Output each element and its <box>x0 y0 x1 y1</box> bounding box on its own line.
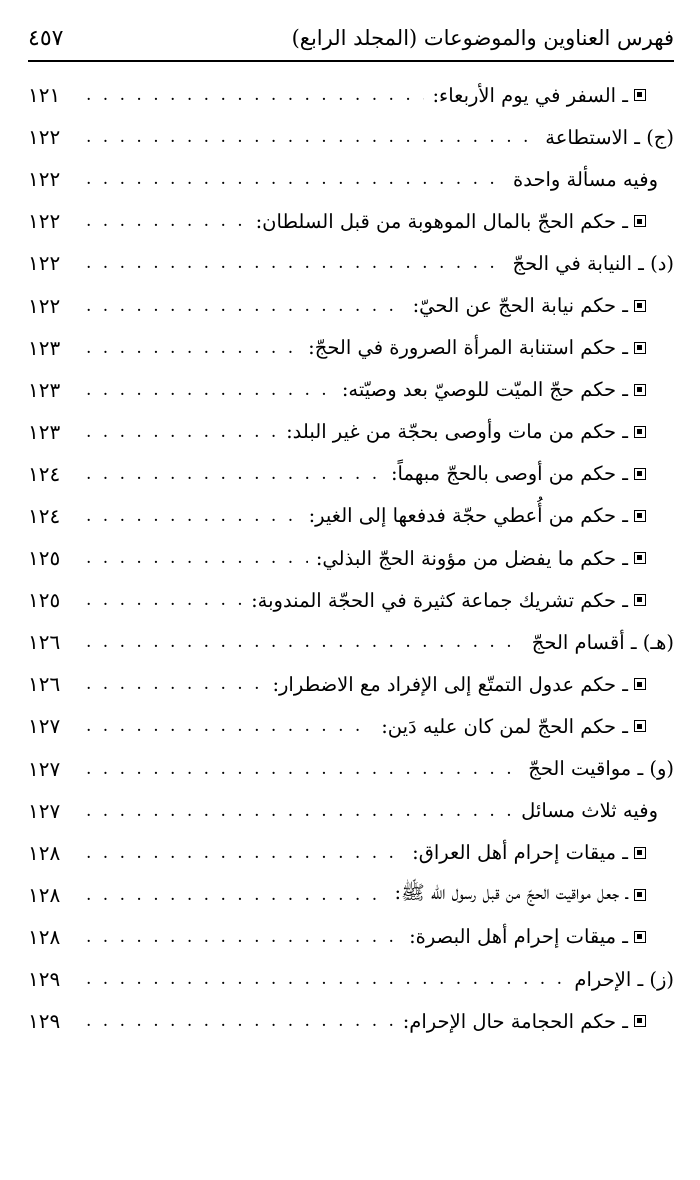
toc-entry-page: ١٢٢ <box>28 251 61 276</box>
bullet-square-icon <box>634 931 646 943</box>
dot-leader <box>86 759 520 779</box>
dot-leader <box>86 590 243 610</box>
toc-entry-title: ـ حكم الحجّ بالمال الموهوبة من قبل السلطان: <box>255 209 628 233</box>
toc-entry <box>28 790 674 832</box>
toc-entry-page: ١٢٨ <box>28 882 61 907</box>
toc-entry-title: ـ حكم عدول التمتّع إلى الإفراد مع الاضطرار: <box>272 672 628 696</box>
dot-leader <box>86 380 334 400</box>
toc-entry-page: ١٢٧ <box>28 798 61 823</box>
toc-entry-title: (ج) ـ الاستطاعة <box>545 125 674 149</box>
toc-entry-title: وفيه مسألة واحدة <box>513 167 658 191</box>
toc-entry-title: ـ حكم حجّ الميّت للوصيّ بعد وصيّته: <box>341 378 628 402</box>
dot-leader <box>86 211 248 231</box>
toc-entry <box>28 327 674 369</box>
toc-entry-page: ١٢٩ <box>28 1009 61 1034</box>
toc-entry-page: ١٢٢ <box>28 293 61 318</box>
toc-entry-page: ١٢٦ <box>28 630 61 655</box>
toc-entry-title: ـ جعل مواقيت الحجّ من قبل رسول الله ﷺ: <box>394 880 628 904</box>
toc-entry-page: ١٢٦ <box>28 672 61 697</box>
toc-entry <box>28 411 674 453</box>
bullet-square-icon <box>634 1015 646 1027</box>
dot-leader <box>86 169 505 189</box>
bullet-square-icon <box>634 678 646 690</box>
dot-leader <box>86 843 404 863</box>
bullet-square-icon <box>634 552 646 564</box>
toc-entry <box>28 663 674 705</box>
dot-leader <box>86 969 566 989</box>
toc-entry-title: ـ حكم استنابة المرأة الصرورة في الحجّ: <box>308 336 628 360</box>
toc-entry-page: ١٢٢ <box>28 125 61 150</box>
toc-entry-page: ١٢٧ <box>28 714 61 739</box>
dot-leader <box>86 1011 395 1031</box>
toc-entry <box>28 916 674 958</box>
dot-leader <box>86 674 264 694</box>
toc-entry-page: ١٢٣ <box>28 377 61 402</box>
bullet-square-icon <box>634 847 646 859</box>
bullet-square-icon <box>634 720 646 732</box>
toc-entry <box>28 748 674 790</box>
toc-entry <box>28 74 674 116</box>
bullet-square-icon <box>634 300 646 312</box>
toc-entry-title: (د) ـ النيابة في الحجّ <box>512 251 674 275</box>
toc-entry-title: ـ حكم من أوصى بالحجّ مبهماً: <box>390 462 628 486</box>
toc-entry-page: ١٢٢ <box>28 209 61 234</box>
toc-entry-page: ١٢٧ <box>28 756 61 781</box>
bullet-square-icon <box>634 426 646 438</box>
bullet-square-icon <box>634 384 646 396</box>
toc-entry <box>28 621 674 663</box>
toc-entry-page: ١٢٤ <box>28 461 61 486</box>
dot-leader <box>86 548 308 568</box>
toc-entry-title: (هـ) ـ أقسام الحجّ <box>531 630 674 654</box>
toc-entry-page: ١٢٣ <box>28 419 61 444</box>
toc-entry <box>28 158 674 200</box>
toc-entry <box>28 369 674 411</box>
bullet-square-icon <box>634 594 646 606</box>
toc-entry <box>28 874 674 916</box>
toc-entry <box>28 242 674 284</box>
bullet-square-icon <box>634 889 646 901</box>
dot-leader <box>86 127 537 147</box>
toc-entry <box>28 200 674 242</box>
toc-entry <box>28 537 674 579</box>
toc-entry <box>28 284 674 326</box>
toc-entry-title: ـ حكم ما يفضل من مؤونة الحجّ البذلي: <box>315 546 628 570</box>
page-number: ٤٥٧ <box>28 25 64 51</box>
dot-leader <box>86 464 383 484</box>
toc-entry <box>28 495 674 537</box>
toc-entry-title: ـ حكم من مات وأوصى بحجّة من غير البلد: <box>286 420 628 444</box>
toc-entry-title: ـ حكم من أُعطي حجّة فدفعها إلى الغير: <box>308 504 628 528</box>
toc-entry-page: ١٢٢ <box>28 167 61 192</box>
dot-leader <box>86 632 524 652</box>
toc-entry-title: (ز) ـ الإحرام <box>574 967 674 991</box>
dot-leader <box>86 927 401 947</box>
toc-entry <box>28 453 674 495</box>
dot-leader <box>86 296 405 316</box>
bullet-square-icon <box>634 510 646 522</box>
toc-entry-title: وفيه ثلاث مسائل <box>521 799 658 823</box>
toc-entry <box>28 579 674 621</box>
toc-entry-title: ـ ميقات إحرام أهل البصرة: <box>409 925 628 949</box>
dot-leader <box>86 422 278 442</box>
toc-entry <box>28 705 674 747</box>
toc-entry-title: ـ ميقات إحرام أهل العراق: <box>412 841 628 865</box>
header-rule <box>28 60 674 62</box>
toc-entry <box>28 958 674 1000</box>
bullet-square-icon <box>634 89 646 101</box>
toc-entry-page: ١٢١ <box>28 83 61 108</box>
toc-entry-title: ـ السفر في يوم الأربعاء: <box>432 83 628 107</box>
dot-leader <box>86 338 300 358</box>
bullet-square-icon <box>634 342 646 354</box>
toc-entry <box>28 832 674 874</box>
toc-entry-title: ـ حكم الحجامة حال الإحرام: <box>402 1009 628 1033</box>
dot-leader <box>86 885 387 905</box>
bullet-square-icon <box>634 468 646 480</box>
toc-entry-title: ـ حكم الحجّ لمن كان عليه دَين: <box>381 714 628 738</box>
toc-entry-page: ١٢٩ <box>28 967 61 992</box>
toc-entry-page: ١٢٨ <box>28 924 61 949</box>
toc-entry-page: ١٢٣ <box>28 335 61 360</box>
bullet-square-icon <box>634 215 646 227</box>
dot-leader <box>86 506 301 526</box>
dot-leader <box>86 85 424 105</box>
toc-entry-title: ـ حكم نيابة الحجّ عن الحيّ: <box>412 294 628 318</box>
table-of-contents <box>28 74 674 1042</box>
toc-entry-page: ١٢٥ <box>28 588 61 613</box>
toc-entry <box>28 116 674 158</box>
running-title: فهرس العناوين والموضوعات (المجلد الرابع) <box>291 26 674 50</box>
dot-leader <box>86 253 505 273</box>
toc-entry <box>28 1000 674 1042</box>
dot-leader <box>86 716 373 736</box>
toc-entry-page: ١٢٤ <box>28 503 61 528</box>
toc-entry-page: ١٢٨ <box>28 840 61 865</box>
toc-entry-title: ـ حكم تشريك جماعة كثيرة في الحجّة المندوبة: <box>251 588 628 612</box>
toc-entry-title: (و) ـ مواقيت الحجّ <box>528 757 674 781</box>
toc-entry-page: ١٢٥ <box>28 546 61 571</box>
page-header <box>28 22 674 54</box>
dot-leader <box>86 801 513 821</box>
